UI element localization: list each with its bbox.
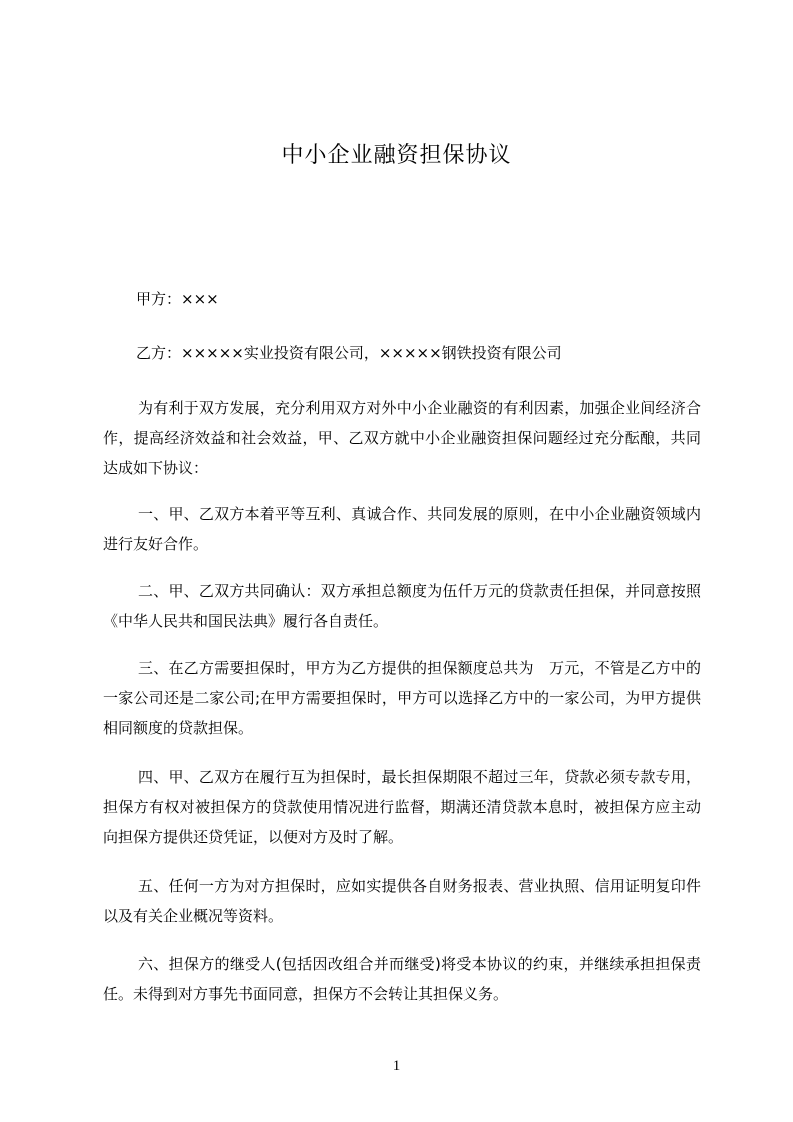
party-b: 乙方：×××××实业投资有限公司，×××××钢铁投资有限公司 bbox=[136, 344, 562, 362]
page-title: 中小企业融资担保协议 bbox=[281, 143, 512, 168]
paragraph-clause-2: 二、甲、乙双方共同确认：双方承担总额度为伍仟万元的贷款责任担保，并同意按照《中华人民共和国民法典》履行各自责任。 bbox=[103, 582, 701, 630]
paragraph-clause-4: 四、甲、乙双方在履行互为担保时，最长担保期限不超过三年，贷款必须专款专用，担保方有权对被担保方的贷款使用情况进行监督，期满还清贷款本息时，被担保方应主动向担保方提供还贷凭证，以便对方及时了解。 bbox=[103, 768, 701, 846]
page-number: 1 bbox=[392, 1058, 401, 1074]
paragraph-clause-5: 五、任何一方为对方担保时，应如实提供各自财务报表、营业执照、信用证明复印件以及有关企业概况等资料。 bbox=[103, 877, 701, 925]
paragraph-clause-3: 三、在乙方需要担保时，甲方为乙方提供的担保额度总共为 万元，不管是乙方中的一家公司还是二家公司;在甲方需要担保时，甲方可以选择乙方中的一家公司，为甲方提供相同额度的贷款担保。 bbox=[103, 659, 701, 737]
paragraph-preamble: 为有利于双方发展，充分利用双方对外中小企业融资的有利因素，加强企业间经济合作，提高经济效益和社会效益，甲、乙双方就中小企业融资担保问题经过充分酝酿，共同达成如下协议： bbox=[103, 399, 701, 477]
paragraph-clause-6: 六、担保方的继受人(包括因改组合并而继受)将受本协议的约束，并继续承担担保责任。未得到对方事先书面同意，担保方不会转让其担保义务。 bbox=[103, 955, 701, 1003]
party-a: 甲方：××× bbox=[136, 290, 219, 308]
paragraph-clause-1: 一、甲、乙双方本着平等互利、真诚合作、共同发展的原则，在中小企业融资领域内进行友好合作。 bbox=[103, 505, 701, 553]
